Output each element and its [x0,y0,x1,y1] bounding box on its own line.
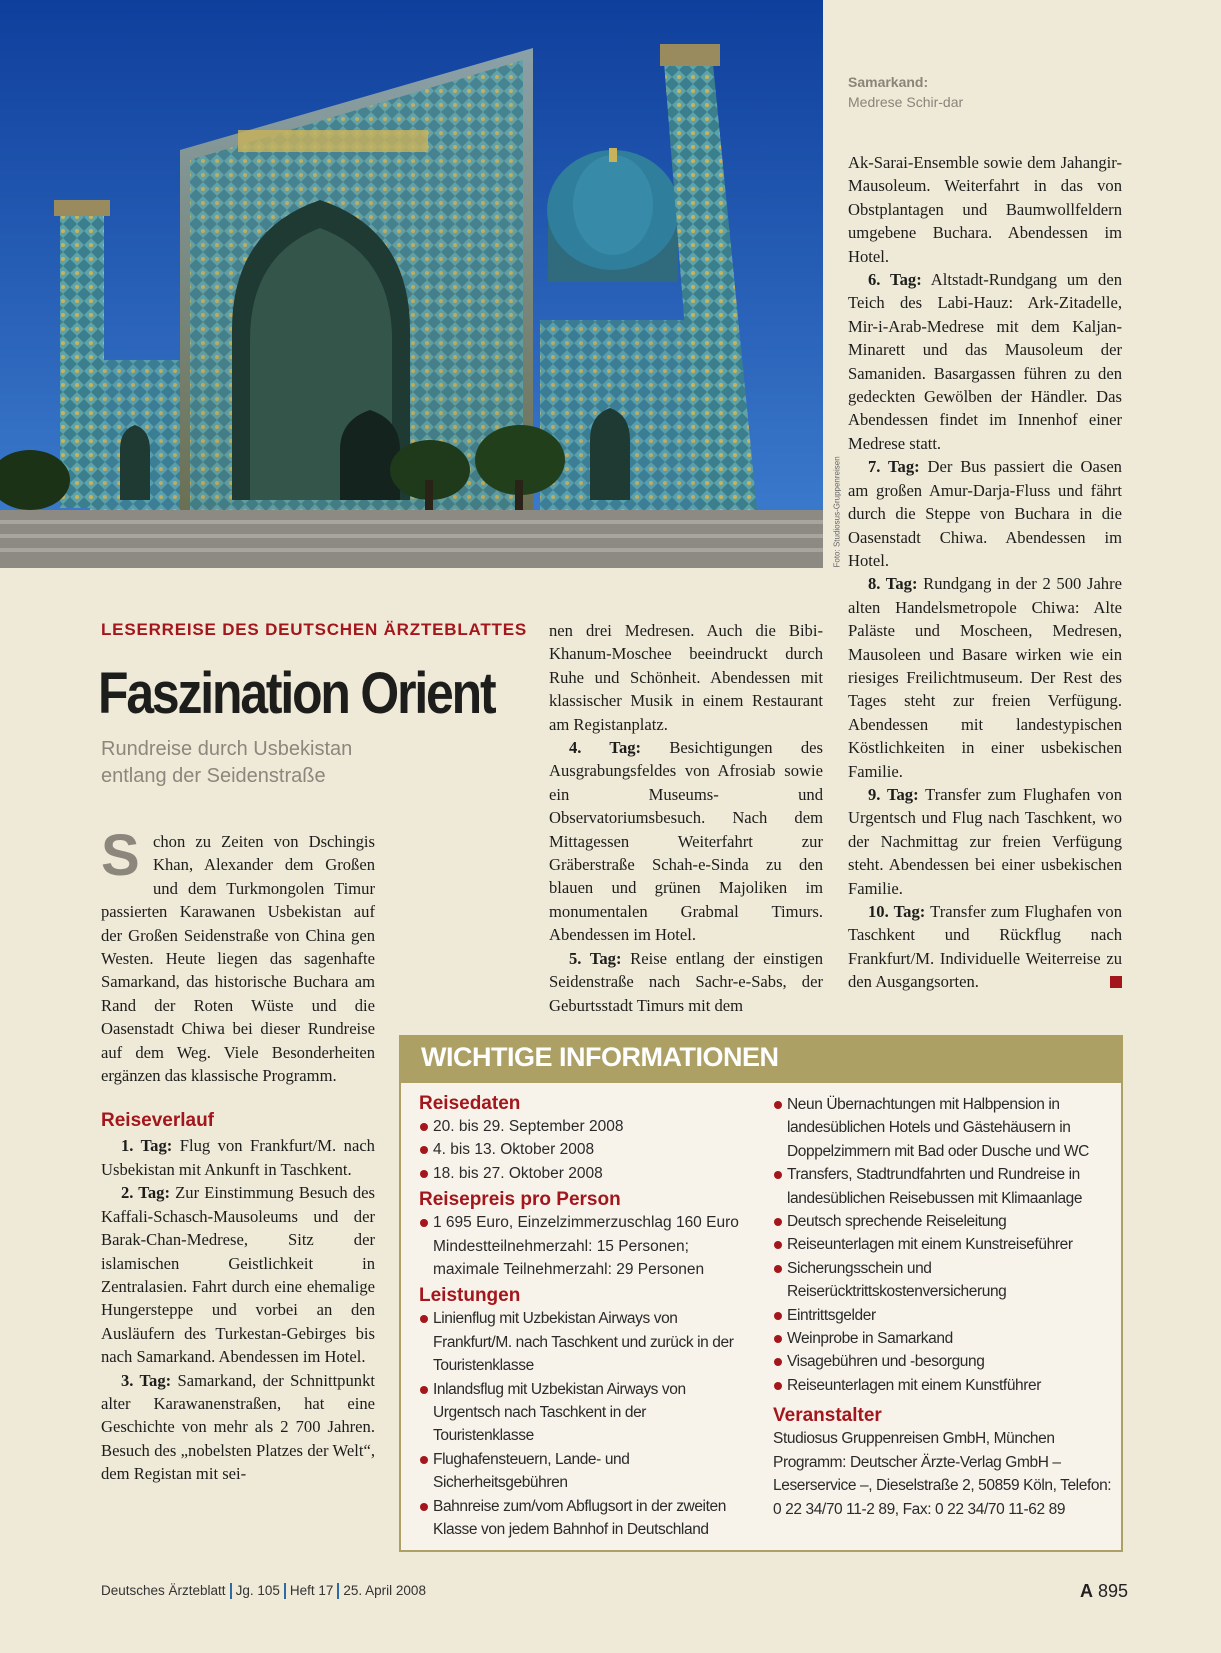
list-item: Visagebühren und -besorgung [773,1350,1113,1373]
journal-volume: Jg. 105 [235,1583,280,1598]
list-item: Flughafensteuern, Lande- und Sicherheitsgebühren [419,1448,749,1495]
photo-caption [848,72,963,112]
list-item: Reiseunterlagen mit einem Kunstführer [773,1374,1113,1397]
list-item: Transfers, Stadtrundfahrten und Rundreise in landesüblichen Reisebussen mit Klimaanlage [773,1163,1113,1210]
veranstalter-text: Studiosus Gruppenreisen GmbH, München Programm: Deutscher Ärzte-Verlag GmbH – Leserservice –, Dieselstraße 2, 50859 Köln, Telefon: 0 22 34/70 11-2 89, Fax: 0 22 34/70 11-62 89 [773,1430,1112,1518]
day-text: Transfer zum Flughafen von Taschkent und Rückflug nach Frankfurt/M. Individuelle Weiterreise zu den Ausgangsorten. [848,902,1122,992]
list-item: Bahnreise zum/vom Abflugsort in der zweiten Klasse von jedem Bahnhof in Deutschland [419,1495,749,1542]
day-1 [101,1134,375,1181]
list-item: Weinprobe in Samarkand [773,1327,1113,1350]
list-item: 4. bis 13. Oktober 2008 [419,1138,749,1161]
leistungen-list-continued [773,1093,1113,1397]
list-item: Sicherungsschein und Reiserücktrittskostenversicherung [773,1257,1113,1304]
day-10 [848,900,1122,994]
list-item: 18. bis 27. Oktober 2008 [419,1162,749,1185]
page-number [1080,1581,1128,1602]
day-6 [848,268,1122,455]
end-mark-icon [1110,976,1122,988]
list-item: Neun Übernachtungen mit Halbpension in landesüblichen Hotels und Gästehäusern in Doppelzimmern mit Bad oder Dusche und WC [773,1093,1113,1163]
caption-title: Samarkand: [848,74,929,90]
info-column-1 [419,1093,749,1542]
day-5-part-2 [848,151,1122,268]
footer-separator [284,1583,286,1599]
list-item: Inlandsflug mit Uzbekistan Airways von Urgentsch nach Taschkent in der Touristenklasse [419,1378,749,1448]
day-label: 7. Tag: [868,457,920,477]
day-text: Samarkand, der Schnittpunkt alter Karawanenstraßen, hat eine Geschichte von mehr als 2 700 Jahren. Besuch des „nobelsten Platzes der Welt“, dem Registan mit sei- [101,1370,375,1484]
day-label: 3. Tag: [121,1370,172,1390]
article-kicker: LESERREISE DES DEUTSCHEN ÄRZTEBLATTES [101,620,527,639]
list-item: Eintrittsgelder [773,1304,1113,1327]
page-footer [101,1583,426,1599]
day-label: 6. Tag: [868,270,922,290]
list-item: 20. bis 29. September 2008 [419,1115,749,1138]
list-item: Linienflug mit Uzbekistan Airways von Frankfurt/M. nach Taschkent und zurück in der Touristenklasse [419,1307,749,1377]
hero-photo-medrese [0,0,823,568]
page-number-value: 895 [1098,1581,1129,1601]
day-label: 10. Tag: [868,902,926,921]
article-column-2 [549,619,823,1017]
section-heading-reiseverlauf: Reiseverlauf [101,1110,215,1132]
day-8 [848,572,1122,783]
day-text: Altstadt-Rundgang um den Teich des Labi-Hauz: Ark-Zitadelle, Mir-i-Arab-Medrese mit dem Kaljan-Minarett und das Mausoleum der Samaniden. Basargassen führen zu den gedeckten Gewölben der Händler. Das Abendessen findet im Innenhof einer Medrese statt. [848,270,1123,453]
medrese-illustration [0,0,823,568]
journal-date: 25. April 2008 [343,1583,426,1598]
day-text: Flug von Frankfurt/M. nach Usbekistan mit Ankunft in Taschkent. [101,1136,375,1179]
day-text: Transfer zum Flughafen von Urgentsch und Flug nach Taschkent, wo der Nachmittag zur freien Verfügung steht. Abendessen bei einer usbekischen Familie. [848,784,1122,898]
article-column-3 [848,151,1122,994]
page-prefix: A [1080,1581,1093,1601]
day-text: Rundgang in der 2 500 Jahre alten Handelsmetropole Chiwa: Alte Paläste und Moscheen, Medresen, Mausoleen und Basare wirken wie ein riesiges Freilichtmuseum. Der Rest des Tages steht zur freien Verfügung. Abendessen mit landestypischen Köstlichkeiten in einer usbekischen Familie. [848,574,1122,781]
article-column-1 [101,823,375,1486]
journal-name: Deutsches Ärzteblatt [101,1583,226,1598]
article-subtitle [101,736,401,790]
day-label: 4. Tag: [569,738,642,758]
day-text: Besichtigungen des Ausgrabungsfeldes von Afrosiab sowie ein Museums- und Observatoriumsbesuch. Nach dem Mittagessen Weiterfahrt zur Gräberstraße Schah-e-Sinda zu den blauen und grünen Majoliken im monumentalen Grabmal Timurs. Abendessen im Hotel. [549,738,823,945]
dropcap: S [101,823,140,888]
day-5-part-1 [549,947,823,1017]
day-7 [848,455,1122,572]
journal-issue: Heft 17 [289,1583,334,1598]
subtitle-line-2: entlang der Seidenstraße [101,765,326,787]
leistungen-heading: Leistungen [419,1285,521,1307]
day-2 [101,1181,375,1368]
veranstalter-heading: Veranstalter [773,1405,882,1427]
article-title: Faszination Orient [98,661,495,726]
day-label: 9. Tag: [868,784,919,804]
day-9 [848,783,1122,900]
day-3-part-2 [549,619,823,736]
footer-separator [230,1583,232,1599]
list-item: Reiseunterlagen mit einem Kunstreiseführer [773,1233,1113,1256]
day-text: Reise entlang der einstigen Seidenstraße nach Sachr-e-Sabs, der Geburtsstadt Timurs mit dem [549,948,823,1015]
reisepreis-heading: Reisepreis pro Person [419,1189,621,1211]
day-text: Zur Einstimmung Besuch des Kaffali-Schasch-Mausoleums und der Barak-Chan-Medrese, Sitz der islamischen Geistlichkeit in Zentralasien. Fahrt durch eine ehemalige Hungersteppe und vorbei an den Ausläufern des Turkestan-Gebirges bis nach Samarkand. Abendessen im Hotel. [101,1183,375,1367]
info-box [399,1035,1123,1552]
list-item: Deutsch sprechende Reiseleitung [773,1210,1113,1233]
info-box-heading: WICHTIGE INFORMATIONEN [401,1037,1121,1083]
day-text: nen drei Medresen. Auch die Bibi-Khanum-Moschee beeindruckt durch Ruhe und Schönheit. Abendessen mit klassischer Musik in einem Restaurant am Registanplatz. [549,621,823,734]
day-label: 8. Tag: [868,574,918,594]
footer-separator [337,1583,339,1599]
day-4 [549,736,823,947]
reisedaten-heading: Reisedaten [419,1093,521,1114]
caption-text: Medrese Schir-dar [848,94,964,110]
day-label: 2. Tag: [121,1183,170,1203]
intro-text: chon zu Zeiten von Dschingis Khan, Alexander dem Großen und dem Turkmongolen Timur passierten Karawanen Usbekistan auf der Großen Seidenstraße von China gen Westen. Heute liegen das sagenhafte Samarkand, das historische Buchara am Rand der Roten Wüste und die Oasenstadt Chiwa bei dieser Rundreise auf dem Weg. Viele Besonderheiten ergänzen das klassische Programm. [101,832,375,1086]
day-label: 5. Tag: [569,948,622,968]
list-item: 1 695 Euro, Einzelzimmerzuschlag 160 Euro Mindestteilnehmerzahl: 15 Personen; maximale Teilnehmerzahl: 29 Personen [419,1211,749,1281]
day-text: Der Bus passiert die Oasen am großen Amur-Darja-Fluss und fährt durch die Steppe von Buchara in die Oasenstadt Chiwa. Abendessen im Hotel. [848,457,1122,570]
photo-credit-text: Foto: Studiosus-Gruppenreisen [832,456,842,568]
info-column-2 [773,1093,1113,1521]
photo-credit [826,456,842,570]
day-label: 1. Tag: [121,1136,173,1156]
day-text: Ak-Sarai-Ensemble sowie dem Jahangir-Mausoleum. Weiterfahrt in das von Obstplantagen und Baumwollfeldern umgebene Buchara. Abendessen im Hotel. [848,153,1122,266]
leistungen-list [419,1307,749,1541]
day-3-part-1 [101,1369,375,1486]
intro-paragraph [101,823,375,1087]
reisepreis-list [419,1211,749,1281]
subtitle-line-1: Rundreise durch Usbekistan [101,738,353,760]
reisedaten-list [419,1115,749,1185]
